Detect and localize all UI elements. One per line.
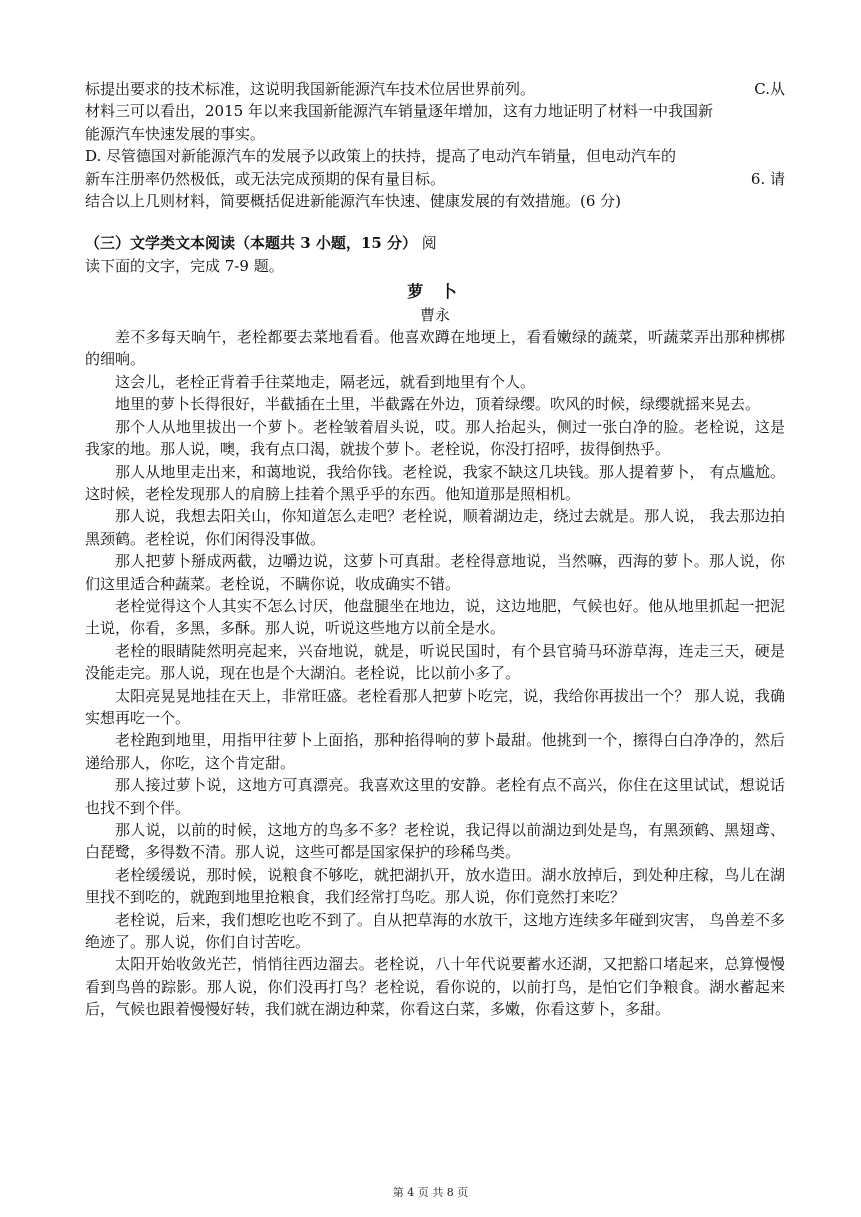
article-paragraph: 老栓说，后来，我们想吃也吃不到了。自从把草海的水放干，这地方连续多年碰到灾害， 鸟兽差不多绝迹了。那人说，你们自讨苦吃。 xyxy=(85,910,785,952)
article-title: 萝 卜 xyxy=(407,282,463,302)
article-paragraph: 那个人从地里拔出一个萝卜。老栓皱着眉头说，哎。那人抬起头，侧过一张白净的脸。老栓说，这是我家的地。那人说，噢，我有点口渴，就拔个萝卜。老栓说，你没打招呼，拔得倒热乎。 xyxy=(85,417,785,459)
article-paragraph: 太阳亮晃晃地挂在天上，非常旺盛。老栓看那人把萝卜吃完，说，我给你再拔出一个？ 那人说，我确实想再吃一个。 xyxy=(85,686,785,727)
article-paragraph: 太阳开始收敛光芒，悄悄往西边溜去。老栓说，八十年代说要蓄水还湖，又把豁口堵起来，总算慢慢看到鸟兽的踪影。那人说，你们没再打鸟？老栓说，看你说的，以前打鸟，是怕它们争粮食。湖水蓄起来后，气候也跟着慢慢好转，我们就在湖边种菜，你看这白菜，多嫩，你看这萝卜，多甜。 xyxy=(85,955,785,1019)
article-author: 曹永 xyxy=(419,305,450,324)
section-instruction: 读下面的文字，完成 7-9 题。 xyxy=(85,256,284,275)
article-paragraph: 地里的萝卜长得很好，半截插在土里，半截露在外边，顶着绿缨。吹风的时候，绿缨就摇来晃去。 xyxy=(115,395,761,414)
section-heading-tail: 阅 xyxy=(416,234,437,253)
article-paragraph: 那人说，我想去阳关山，你知道怎么走吧？老栓说，顺着湖边走，绕过去就是。那人说， 我去那边拍黑颈鹤。老栓说，你们闲得没事做。 xyxy=(85,507,785,548)
text-line xyxy=(85,168,785,190)
previous-question-tail xyxy=(85,78,785,212)
article-paragraph: 那人从地里走出来，和蔼地说，我给你钱。老栓说，我家不缺这几块钱。那人提着萝卜， 有点尴尬。这时候，老栓发现那人的肩膀上挂着个黑乎乎的东西。他知道那是照相机。 xyxy=(85,462,785,503)
option-d: D. 尽管德国对新能源汽车的发展予以政策上的扶持，提高了电动汽车销量，但电动汽车的 xyxy=(85,147,677,166)
page-number-footer: 第 4 页 共 8 页 xyxy=(392,1186,469,1199)
option-c-label: C.从 xyxy=(754,80,785,98)
article-paragraph: 差不多每天晌午，老栓都要去菜地看看。他喜欢蹲在地埂上，看看嫩绿的蔬菜，听蔬菜弄出那种梆梆的细响。 xyxy=(85,328,785,369)
text-line xyxy=(85,78,785,100)
question-6-label: 6. 请 xyxy=(750,169,785,188)
section-heading-text: （三）文学类文本阅读（本题共 3 小题，15 分） xyxy=(85,234,417,253)
text-segment: 新车注册率仍然极低，或无法完成预期的保有量目标。 xyxy=(85,169,446,188)
article-paragraph: 那人说，以前的时候，这地方的鸟多不多？老栓说，我记得以前湖边到处是鸟，有黑颈鹤、黑翅鸢、白琵鹭，多得数不清。那人说，这些可都是国家保护的珍稀鸟类。 xyxy=(85,821,785,862)
question-6-text: 结合以上几则材料，简要概括促进新能源汽车快速、健康发展的有效措施。(6 分) xyxy=(85,192,622,211)
article-body xyxy=(85,326,785,1021)
section-three xyxy=(85,232,785,277)
section-heading xyxy=(85,232,785,254)
text-line: 材料三可以看出，2015 年以来我国新能源汽车销量逐年增加，这有力地证明了材料一中我国新 xyxy=(85,102,713,121)
article-paragraph: 老栓的眼睛陡然明亮起来，兴奋地说，就是，听说民国时，有个县官骑马环游草海，连走三天，硬是没能走完。那人说，现在也是个大湖泊。老栓说，比以前小多了。 xyxy=(85,641,785,683)
page-content xyxy=(85,78,785,1021)
article-paragraph: 老栓跑到地里，用指甲往萝卜上面掐，那种掐得响的萝卜最甜。他挑到一个，擦得白白净净的，然后递给那人，你吃，这个肯定甜。 xyxy=(85,731,785,772)
article-paragraph: 老栓觉得这个人其实不怎么讨厌，他盘腿坐在地边，说，这边地肥，气候也好。他从地里抓起一把泥土说，你看，多黑，多酥。那人说，听说这些地方以前全是水。 xyxy=(85,596,785,638)
article-paragraph: 老栓缓缓说，那时候，说粮食不够吃，就把湖扒开，放水造田。湖水放掉后，到处种庄稼，鸟儿在湖里找不到吃的，就跑到地里抢粮食，我们经常打鸟吃。那人说，你们竟然打来吃？ xyxy=(85,865,785,907)
article-paragraph: 这会儿，老栓正背着手往菜地走，隔老远，就看到地里有个人。 xyxy=(115,372,536,391)
article-paragraph: 那人接过萝卜说，这地方可真漂亮。我喜欢这里的安静。老栓有点不高兴，你住在这里试试，想说话也找不到个伴。 xyxy=(85,776,785,817)
text-line: 能源汽车快速发展的事实。 xyxy=(85,124,266,143)
article-paragraph: 那人把萝卜掰成两截，边嚼边说，这萝卜可真甜。老栓得意地说，当然嘛，西海的萝卜。那人说，你们这里适合种蔬菜。老栓说，不瞒你说，收成确实不错。 xyxy=(85,552,785,593)
text-segment: 标提出要求的技术标准，这说明我国新能源汽车技术位居世界前列。 xyxy=(85,80,536,98)
